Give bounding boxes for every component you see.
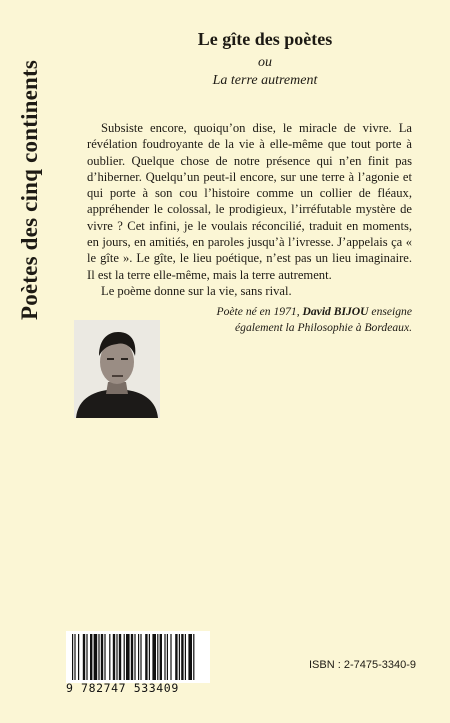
author-photo [74,320,160,418]
author-bio-suffix: enseigne également la Philosophie à Bordeaux. [235,305,412,334]
isbn: ISBN : 2-7475-3340-9 [308,659,416,671]
title-connector: ou [258,55,272,70]
book-subtitle: La terre autrement [212,73,318,88]
author-bio [170,304,412,336]
barcode [66,631,210,683]
series-name [10,40,50,340]
author-portrait-image [74,320,160,418]
barcode-bars [66,631,210,683]
book-title: Le gîte des poètes [197,29,333,49]
blurb-paragraph-2: Le poème donne sur la vie, sans rival. [101,283,292,298]
blurb-paragraph-1: Subsiste encore, quoiqu’on dise, le miracle de vivre. La révélation foudroyante de la vie à elle-même que tout porte à oublier. Quelque chose de notre présence qui n’en finit pas d’hiberner. Quelqu’un peut-il encore, sur une terre à l’agonie et qui porte à son cou l’histoire comme un collier de fléaux, appréhender le colossal, le prodigieux, l’irréfutable mystère de vivre ? Cet infini, je le voulais réconcilié, traduit en moments, en jours, en amitiés, en paroles jusqu’à l’ivresse. J’appelais ça « le gîte ». Le gîte, le lieu poétique, n’est pas un lieu imaginaire. Il est la terre elle-même, mais la terre autrement. [87,121,412,282]
barcode-digits: 9 782747 533409 [66,681,179,695]
series-label: Poètes des cinq continents [17,59,43,321]
author-bio-prefix: Poète né en 1971, [216,305,303,318]
author-name: David BIJOU [302,305,369,318]
blurb [87,120,412,299]
